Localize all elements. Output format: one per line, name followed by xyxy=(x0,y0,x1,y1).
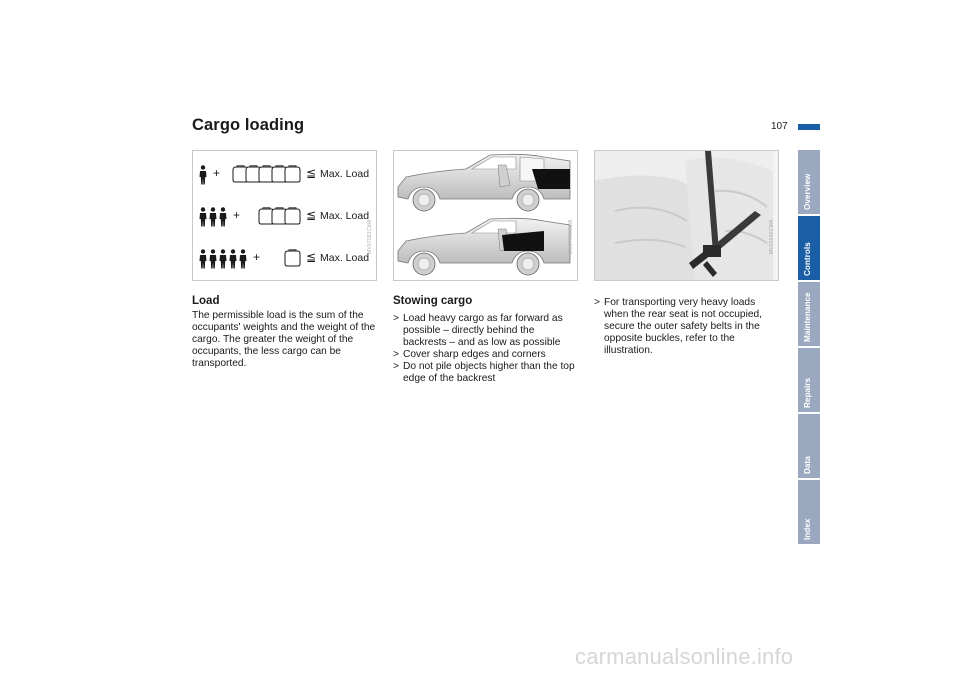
max-load-label: Max. Load xyxy=(320,210,370,222)
less-equal-sign: ≦ xyxy=(306,208,317,222)
person-icon xyxy=(199,207,207,232)
tab-label: Maintenance xyxy=(803,292,812,342)
person-icon xyxy=(209,207,217,232)
bullet-marker: > xyxy=(393,348,399,360)
load-paragraph: The permissible load is the sum of the occupants' weights and the weight of the cargo. The greater the weight of the occupants, the less cargo can be transported. xyxy=(192,310,376,369)
page-marker xyxy=(798,124,820,130)
list-item xyxy=(594,297,779,357)
page-title: Cargo loading xyxy=(192,116,305,134)
page-number: 107 xyxy=(771,121,788,132)
tab-index[interactable] xyxy=(798,480,820,544)
less-equal-sign: ≦ xyxy=(306,166,317,180)
tab-label: Overview xyxy=(803,173,812,210)
seat-belt-figure xyxy=(594,150,779,281)
max-load-label: Max. Load xyxy=(320,252,370,264)
tab-maintenance[interactable] xyxy=(798,282,820,346)
tab-label: Index xyxy=(803,518,812,540)
load-row xyxy=(193,207,371,229)
plus-sign: + xyxy=(253,250,261,264)
lower-car-icon xyxy=(398,218,570,275)
person-icon xyxy=(239,249,247,274)
cargo-box-icon xyxy=(284,207,301,230)
load-heading: Load xyxy=(192,295,220,307)
stowing-list xyxy=(393,313,578,384)
tab-label: Repairs xyxy=(803,377,812,408)
plus-sign: + xyxy=(233,208,241,222)
list-item-text: Do not pile objects higher than the top edge of the backrest xyxy=(403,360,575,384)
list-item xyxy=(393,349,578,361)
people-icon-group xyxy=(199,249,249,274)
watermark: carmanualsonline.info xyxy=(575,644,794,669)
person-icon xyxy=(199,165,207,190)
tab-controls[interactable] xyxy=(798,216,820,280)
car-cargo-illustration xyxy=(394,151,572,281)
tab-data[interactable] xyxy=(798,414,820,478)
load-row xyxy=(193,249,371,271)
people-icon-group xyxy=(199,207,229,232)
load-row xyxy=(193,165,371,187)
bullet-marker: > xyxy=(393,360,399,372)
figure-code: MV07091CMA xyxy=(367,219,373,254)
bullet-marker: > xyxy=(393,313,399,324)
plus-sign: + xyxy=(213,166,221,180)
stowing-cargo-figure xyxy=(393,150,578,281)
load-diagram-figure xyxy=(192,150,377,281)
upper-car-icon xyxy=(398,154,570,211)
person-icon xyxy=(199,249,207,274)
stowing-heading: Stowing cargo xyxy=(393,295,473,307)
person-icon xyxy=(219,249,227,274)
tab-overview[interactable] xyxy=(798,150,820,214)
list-item-text: Cover sharp edges and corners xyxy=(403,348,546,360)
cargo-box-group xyxy=(284,249,297,272)
tab-repairs[interactable] xyxy=(798,348,820,412)
section-tabs xyxy=(798,150,820,544)
list-item-text: Load heavy cargo as far forward as possible – directly behind the backrests – and as low as possible xyxy=(403,313,563,348)
tab-label: Data xyxy=(803,456,812,474)
list-item-text: For transporting very heavy loads when the rear seat is not occupied, secure the outer safety belts in the opposite buckles, refer to the illustration. xyxy=(604,297,763,356)
cargo-box-group xyxy=(232,165,297,188)
cargo-box-icon xyxy=(284,165,301,188)
person-icon xyxy=(219,207,227,232)
cargo-box-group xyxy=(258,207,297,230)
less-equal-sign: ≦ xyxy=(306,250,317,264)
people-icon-group xyxy=(199,165,209,190)
list-item xyxy=(393,361,578,385)
transport-list xyxy=(594,297,779,357)
cargo-box-icon xyxy=(284,249,301,272)
tab-label: Controls xyxy=(803,242,812,276)
person-icon xyxy=(209,249,217,274)
max-load-label: Max. Load xyxy=(320,168,370,180)
person-icon xyxy=(229,249,237,274)
figure-code: MV01646CMA xyxy=(769,219,775,254)
seat-belt-illustration xyxy=(595,151,773,281)
figure-code: MV07708CMA xyxy=(568,219,574,254)
list-item xyxy=(393,313,578,349)
bullet-marker: > xyxy=(594,297,600,308)
